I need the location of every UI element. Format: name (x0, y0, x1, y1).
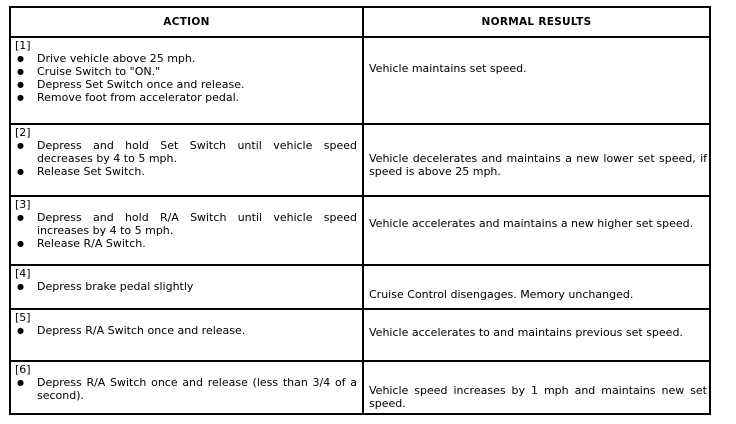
header-action: ACTION (163, 16, 210, 28)
table-row (11, 125, 709, 195)
result-cell: Vehicle decelerates and maintains a new lower set speed, if speed is above 25 mph. (369, 152, 707, 178)
action-step: ● Release R/A Switch. (17, 237, 146, 250)
bullet-icon: ● (17, 93, 24, 102)
action-step: ● Depress Set Switch once and release. (17, 78, 245, 91)
bullet-icon: ● (17, 282, 24, 291)
bullet-icon: ● (17, 167, 24, 176)
action-cell (15, 312, 357, 337)
bullet-icon: ● (17, 80, 24, 89)
result-cell: Cruise Control disengages. Memory unchanged. (369, 288, 634, 301)
result-cell: Vehicle accelerates to and maintains previous set speed. (369, 326, 683, 339)
bullet-icon: ● (17, 239, 24, 248)
action-cell (15, 40, 357, 104)
table-row (11, 266, 709, 308)
step-number: [6] (15, 363, 31, 376)
table-row (11, 38, 709, 123)
bullet-icon: ● (17, 54, 24, 63)
action-step: ● Depress R/A Switch once and release (less than 3/4 of a second). (17, 376, 357, 402)
bullet-icon: ● (17, 326, 24, 335)
result-cell: Vehicle maintains set speed. (369, 62, 527, 75)
header-normal-results: NORMAL RESULTS (481, 16, 592, 28)
action-cell (15, 364, 357, 402)
table-row (11, 362, 709, 413)
step-number: [5] (15, 311, 31, 324)
action-cell (15, 268, 357, 293)
result-cell: Vehicle speed increases by 1 mph and maintains new set speed. (369, 384, 707, 410)
step-number: [1] (15, 39, 31, 52)
table-row (11, 310, 709, 360)
action-step: ● Depress and hold Set Switch until vehicle speed decreases by 4 to 5 mph. (17, 139, 357, 165)
action-step: ● Remove foot from accelerator pedal. (17, 91, 240, 104)
table-row (11, 197, 709, 264)
bullet-icon: ● (17, 141, 24, 150)
step-number: [3] (15, 198, 31, 211)
bullet-icon: ● (17, 378, 24, 387)
action-step: ● Drive vehicle above 25 mph. (17, 52, 196, 65)
result-cell: Vehicle accelerates and maintains a new higher set speed. (369, 217, 694, 230)
bullet-icon: ● (17, 213, 24, 222)
action-cell (15, 127, 357, 178)
procedure-table (9, 6, 711, 415)
action-step: ● Depress brake pedal slightly (17, 280, 194, 293)
bullet-icon: ● (17, 67, 24, 76)
action-step: ● Cruise Switch to "ON." (17, 65, 161, 78)
step-number: [4] (15, 267, 31, 280)
action-step: ● Depress and hold R/A Switch until vehicle speed increases by 4 to 5 mph. (17, 211, 357, 237)
step-number: [2] (15, 126, 31, 139)
action-step: ● Release Set Switch. (17, 165, 145, 178)
action-cell (15, 199, 357, 250)
action-step: ● Depress R/A Switch once and release. (17, 324, 246, 337)
